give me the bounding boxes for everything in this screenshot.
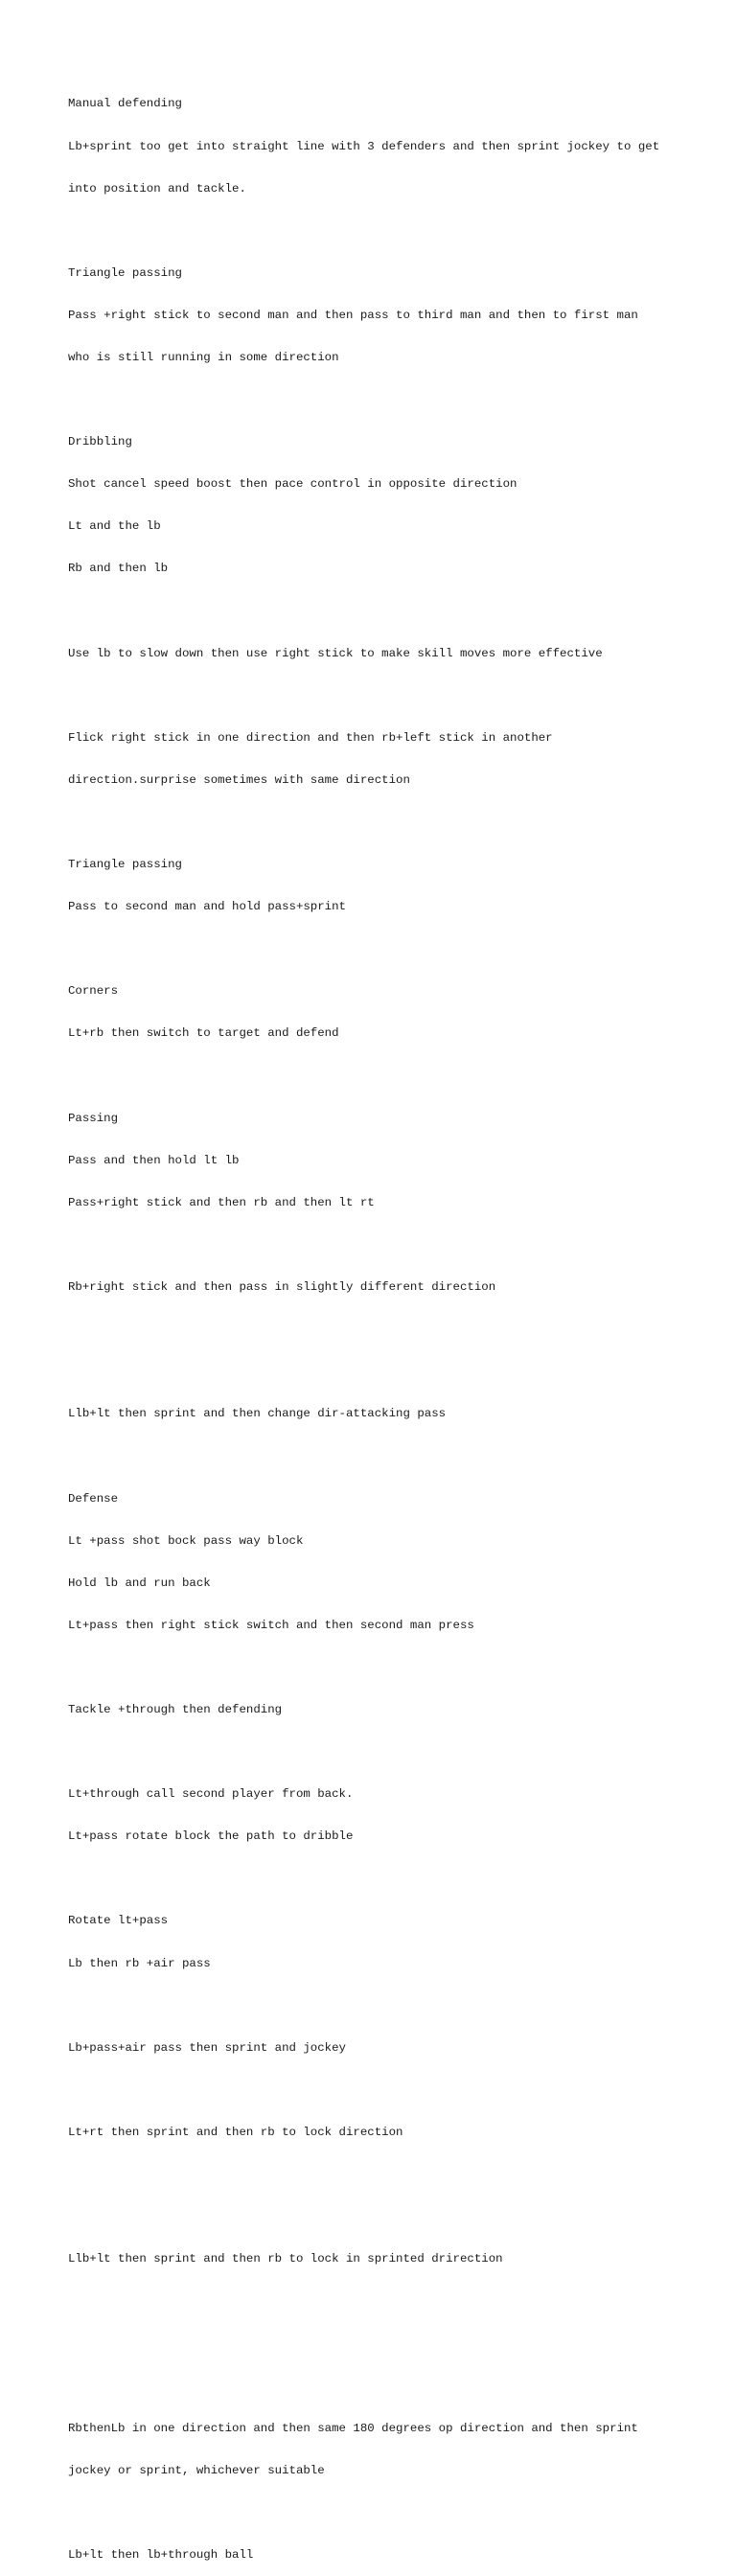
blank-line — [68, 2379, 681, 2393]
text-line: Dribbling — [68, 435, 132, 449]
blank-line — [68, 2506, 681, 2520]
text-line: Manual defending — [68, 97, 182, 111]
blank-line — [68, 2168, 681, 2182]
text-line: Flick right stick in one direction and then rb+left stick in another — [68, 730, 553, 745]
text-line: Lt+through call second player from back. — [68, 1787, 354, 1802]
text-line: Rotate lt+pass — [68, 1914, 169, 1928]
blank-line — [68, 224, 681, 239]
text-line: Use lb to slow down then use right stick to make skill moves more effective — [68, 646, 603, 660]
text-line: Pass and then hold lt lb — [68, 1153, 240, 1167]
blank-line — [68, 2083, 681, 2098]
text-line: Defense — [68, 1491, 119, 1506]
text-line: Lt +pass shot bock pass way block — [68, 1533, 304, 1548]
blank-line — [68, 1070, 681, 1084]
document-body — [68, 69, 681, 2576]
blank-line — [68, 1872, 681, 1886]
blank-line — [68, 942, 681, 956]
text-line: RbthenLb in one direction and then same 180 degrees op direction and then sprint — [68, 2421, 638, 2435]
text-line: Pass to second man and hold pass+sprint — [68, 900, 346, 914]
text-line: Pass+right stick and then rb and then lt rt — [68, 1195, 375, 1209]
blank-line — [68, 1999, 681, 2013]
blank-line — [68, 605, 681, 619]
text-line: Lt+rt then sprint and then rb to lock direction — [68, 2125, 403, 2139]
blank-line — [68, 1745, 681, 1760]
text-line: Lt+rb then switch to target and defend — [68, 1026, 339, 1041]
text-line: Lb+sprint too get into straight line with 3 defenders and then sprint jockey to get — [68, 139, 660, 153]
blank-line — [68, 1365, 681, 1379]
blank-line — [68, 1238, 681, 1253]
text-line: Hold lb and run back — [68, 1576, 211, 1590]
blank-line — [68, 2336, 681, 2351]
blank-line — [68, 393, 681, 407]
text-line: Lb then rb +air pass — [68, 1956, 211, 1970]
text-line: Lb+pass+air pass then sprint and jockey — [68, 2040, 346, 2055]
text-line: Llb+lt then sprint and then change dir-attacking pass — [68, 1407, 447, 1421]
text-line: Passing — [68, 1111, 119, 1125]
blank-line — [68, 2210, 681, 2224]
text-line: Lt+pass rotate block the path to dribble — [68, 1829, 354, 1844]
text-line: Tackle +through then defending — [68, 1702, 283, 1716]
text-line: Llb+lt then sprint and then rb to lock in sprinted drirection — [68, 2252, 503, 2266]
text-line: Shot cancel speed boost then pace control in opposite direction — [68, 477, 518, 492]
text-line: who is still running in some direction — [68, 350, 339, 364]
text-line: Rb+right stick and then pass in slightly different direction — [68, 1280, 496, 1295]
text-line: Corners — [68, 984, 119, 999]
blank-line — [68, 1449, 681, 1463]
text-line: Rb and then lb — [68, 562, 169, 576]
text-line: into position and tackle. — [68, 181, 246, 196]
blank-line — [68, 1322, 681, 1337]
text-line: direction.surprise sometimes with same direction — [68, 772, 410, 787]
blank-line — [68, 2294, 681, 2309]
text-line: Triangle passing — [68, 265, 182, 280]
text-line: jockey or sprint, whichever suitable — [68, 2463, 325, 2477]
text-line: Lb+lt then lb+through ball — [68, 2547, 254, 2562]
text-line: Triangle passing — [68, 858, 182, 872]
blank-line — [68, 816, 681, 830]
text-line: Pass +right stick to second man and then pass to third man and then to first man — [68, 308, 638, 322]
text-line: Lt+pass then right stick switch and then second man press — [68, 1618, 474, 1632]
text-line: Lt and the lb — [68, 519, 161, 534]
blank-line — [68, 1661, 681, 1675]
blank-line — [68, 689, 681, 703]
